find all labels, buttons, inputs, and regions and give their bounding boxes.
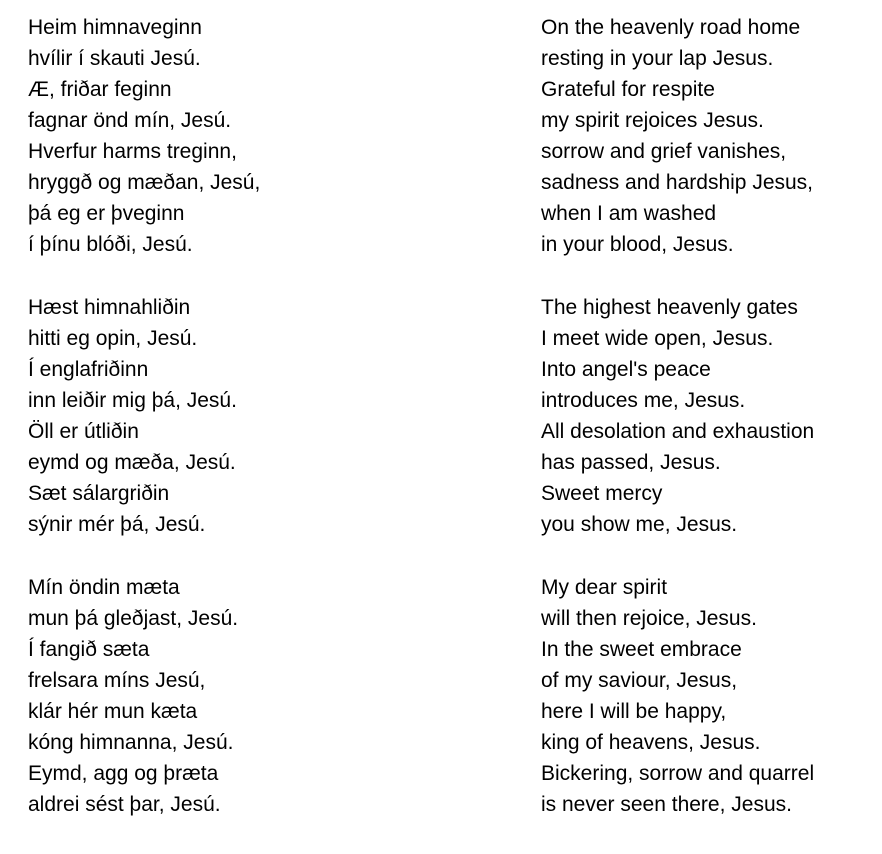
poem-line: here I will be happy, <box>541 700 727 723</box>
poem-line: Öll er útliðin <box>28 420 139 443</box>
poem-line: introduces me, Jesus. <box>541 389 746 412</box>
poem-line: The highest heavenly gates <box>541 296 798 319</box>
poem-line: Mín öndin mæta <box>28 576 180 599</box>
poem-line: In the sweet embrace <box>541 638 742 661</box>
poem-line: Grateful for respite <box>541 78 715 101</box>
stanza-3-icelandic <box>28 572 541 820</box>
poem-line: Sæt sálargriðin <box>28 482 170 505</box>
poem-line: is never seen there, Jesus. <box>541 793 792 816</box>
poem-line: On the heavenly road home <box>541 16 801 39</box>
poem-line: king of heavens, Jesus. <box>541 731 761 754</box>
poem-line: you show me, Jesus. <box>541 513 738 536</box>
poem-line: fagnar önd mín, Jesú. <box>28 109 232 132</box>
poem-line: sorrow and grief vanishes, <box>541 140 787 163</box>
poem-line: mun þá gleðjast, Jesú. <box>28 607 239 630</box>
poem-line: klár hér mun kæta <box>28 700 198 723</box>
stanza-1-english <box>541 12 882 260</box>
stanza-3-english <box>541 572 882 820</box>
poem-line: sadness and hardship Jesus, <box>541 171 814 194</box>
poem-line: Í englafriðinn <box>28 358 149 381</box>
poem-line: Hæst himnahliðin <box>28 296 191 319</box>
poem-line: Into angel's peace <box>541 358 711 381</box>
poem-line: I meet wide open, Jesus. <box>541 327 774 350</box>
poem-line: Sweet mercy <box>541 482 663 505</box>
poem-line: of my saviour, Jesus, <box>541 669 738 692</box>
poem-line: kóng himnanna, Jesú. <box>28 731 234 754</box>
poem-line: Í fangið sæta <box>28 638 150 661</box>
poem-line: í þínu blóði, Jesú. <box>28 233 193 256</box>
poem-line: Eymd, agg og þræta <box>28 762 219 785</box>
stanza-1-icelandic <box>28 12 541 260</box>
poem-line: resting in your lap Jesus. <box>541 47 774 70</box>
poem-line: frelsara míns Jesú, <box>28 669 206 692</box>
poem-line: hitti eg opin, Jesú. <box>28 327 198 350</box>
poem-line: my spirit rejoices Jesus. <box>541 109 764 132</box>
poem-line: when I am washed <box>541 202 717 225</box>
stanza-2-icelandic <box>28 292 541 540</box>
poem-line: eymd og mæða, Jesú. <box>28 451 236 474</box>
poem-line: Bickering, sorrow and quarrel <box>541 762 815 785</box>
stanza-2-english <box>541 292 882 540</box>
poem-line: inn leiðir mig þá, Jesú. <box>28 389 237 412</box>
icelandic-column <box>0 12 541 854</box>
poem-line: sýnir mér þá, Jesú. <box>28 513 206 536</box>
english-column <box>541 12 882 854</box>
poem-line: will then rejoice, Jesus. <box>541 607 757 630</box>
poem-line: hryggð og mæðan, Jesú, <box>28 171 261 194</box>
poem-line: My dear spirit <box>541 576 668 599</box>
poem-line: Heim himnaveginn <box>28 16 202 39</box>
poem-line: in your blood, Jesus. <box>541 233 734 256</box>
poem-line: aldrei sést þar, Jesú. <box>28 793 221 816</box>
poem-line: hvílir í skauti Jesú. <box>28 47 201 70</box>
poem-line: All desolation and exhaustion <box>541 420 815 443</box>
poem-line: has passed, Jesus. <box>541 451 721 474</box>
poem-line: Hverfur harms treginn, <box>28 140 237 163</box>
poem-line: þá eg er þveginn <box>28 202 185 225</box>
poem-line: Æ, friðar feginn <box>28 78 172 101</box>
